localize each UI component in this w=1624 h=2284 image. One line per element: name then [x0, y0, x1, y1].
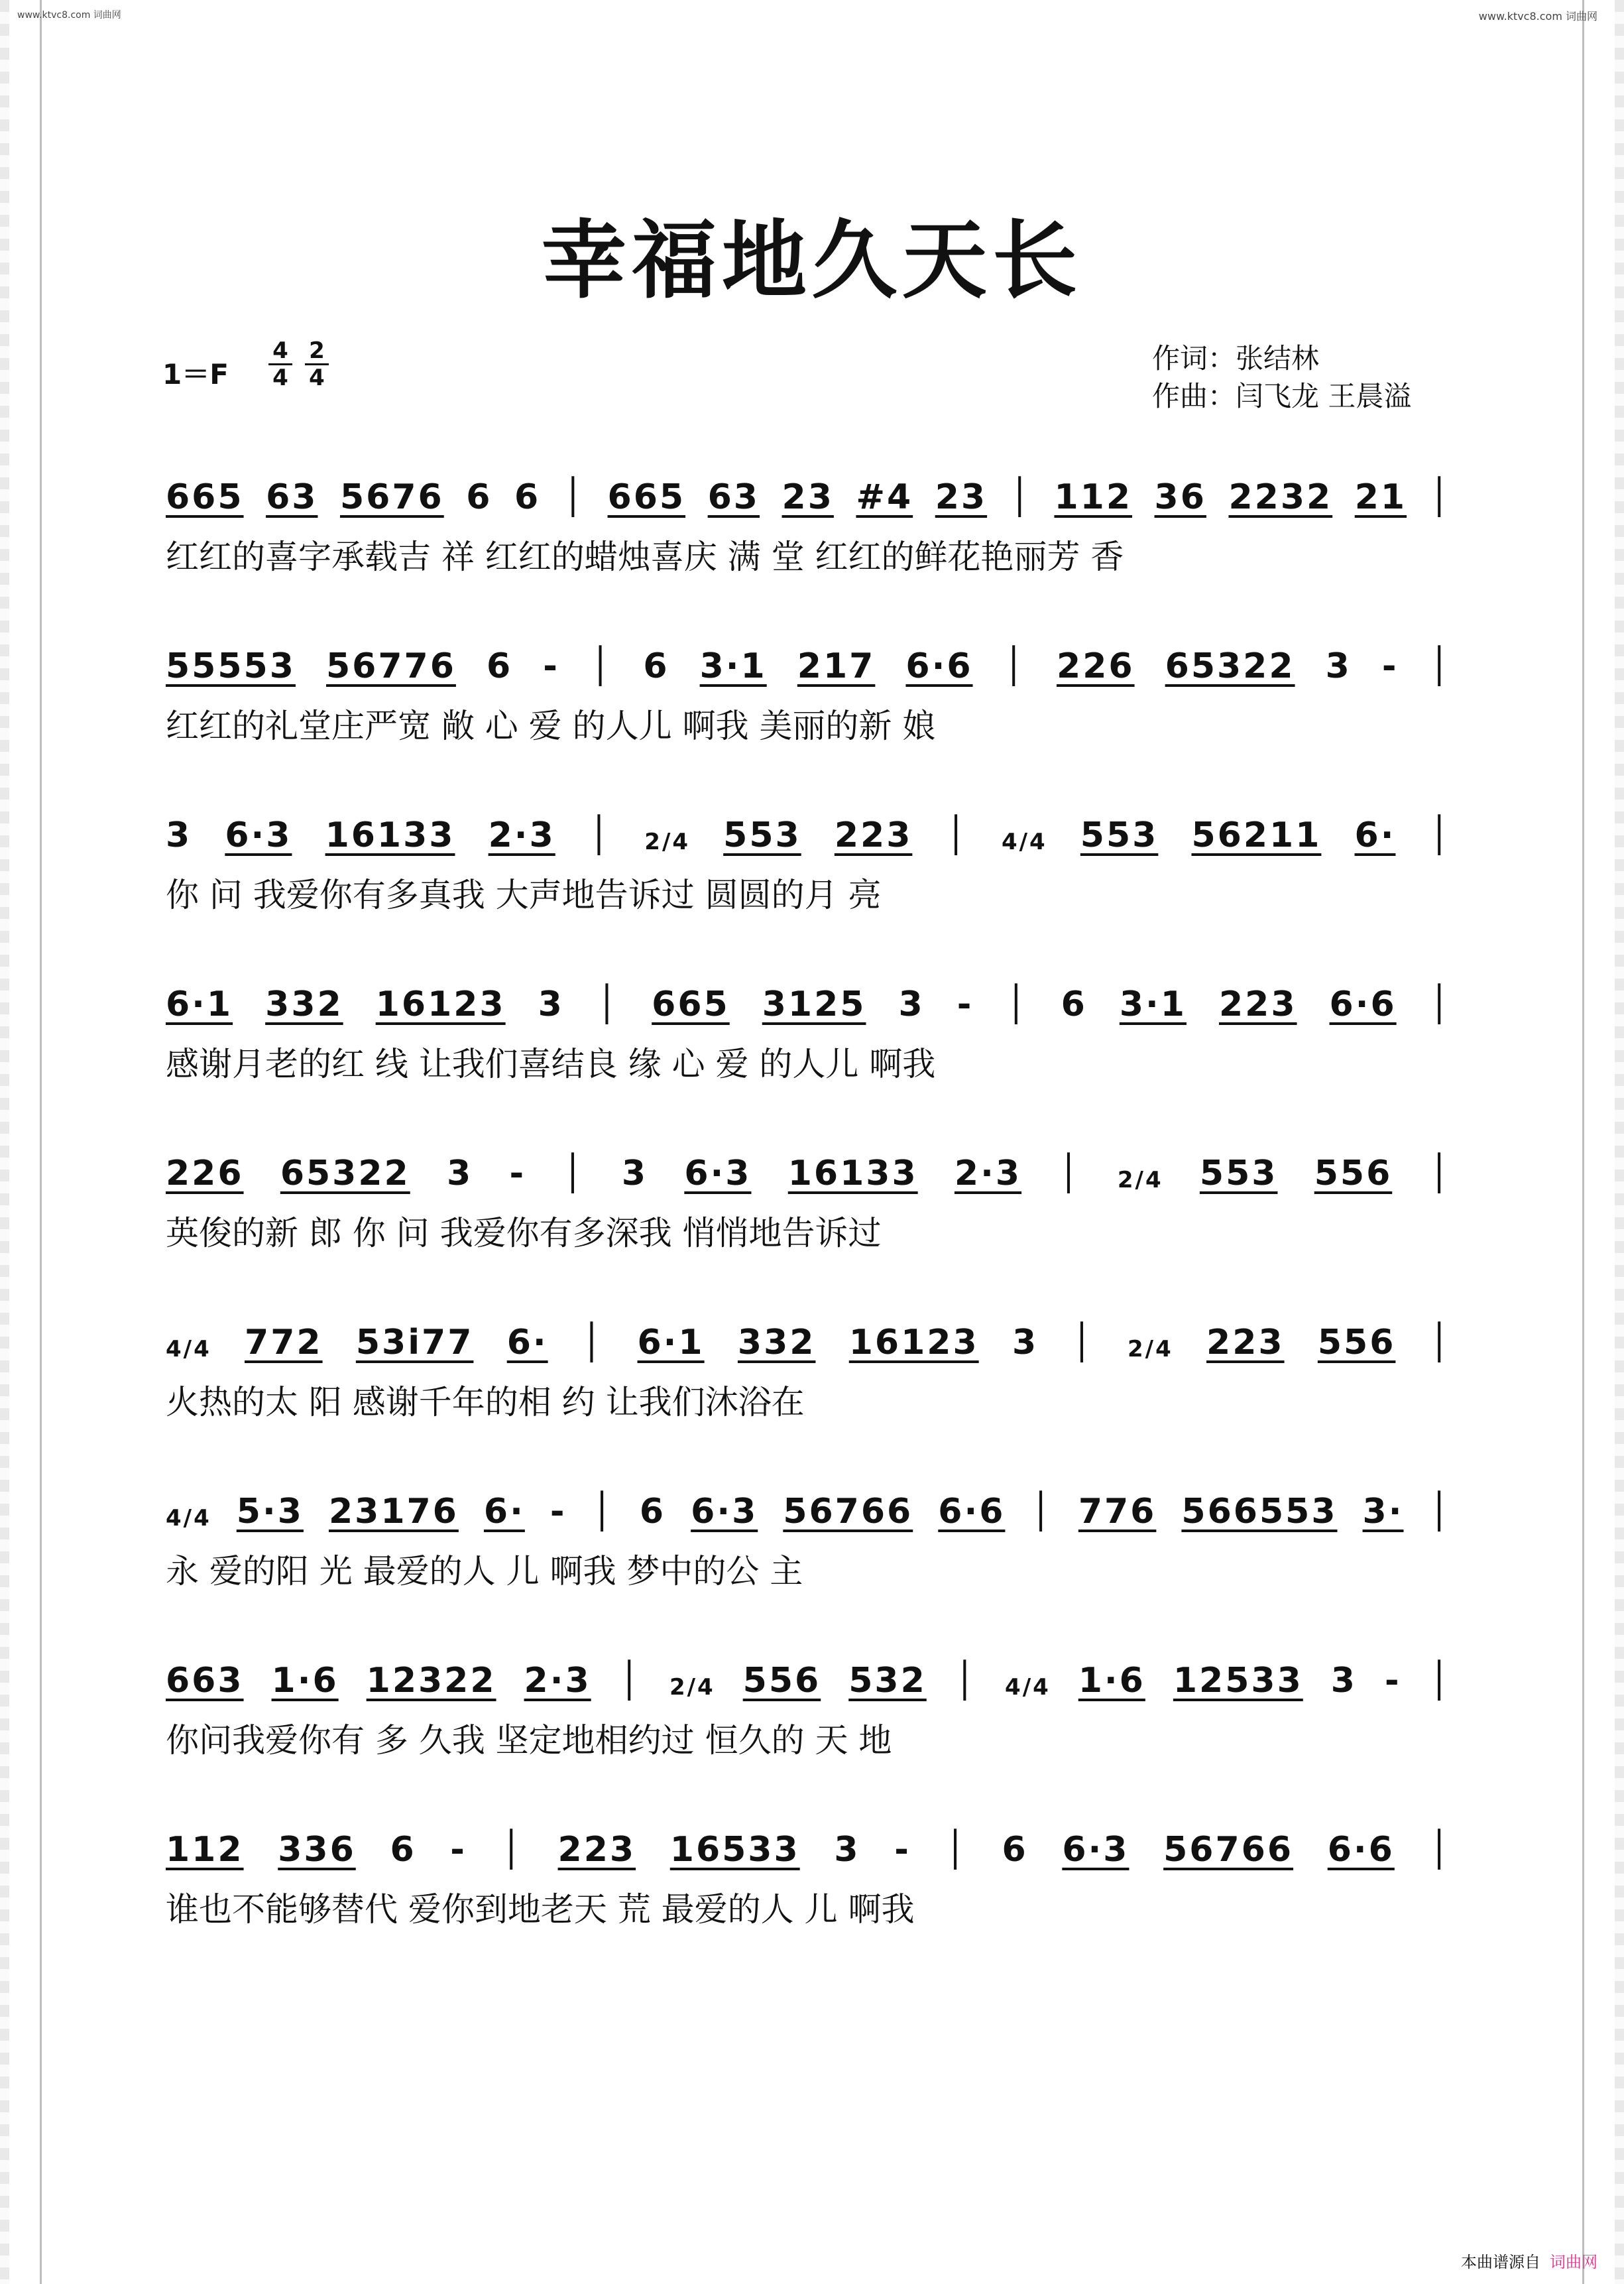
note-group: 6: [643, 646, 669, 686]
frame-line-right: [1582, 0, 1584, 2284]
note-group: -: [450, 1830, 467, 1870]
time-signature-4-4: 4 4: [268, 338, 292, 391]
note-group: 556: [1314, 1154, 1393, 1193]
note-group: -: [1384, 1661, 1401, 1701]
key-signature: 1＝F: [162, 358, 229, 391]
notation-system: [166, 802, 1452, 941]
note-group: 1·6: [271, 1661, 339, 1701]
note-group: 223: [1218, 985, 1297, 1024]
note-group: 6·6: [1329, 985, 1397, 1024]
note-group: 223: [557, 1830, 636, 1870]
note-group: 223: [1206, 1323, 1285, 1362]
note-line: [166, 1309, 1452, 1362]
notation-system: [166, 1478, 1452, 1618]
barline: │: [1428, 985, 1452, 1024]
note-line: [166, 1817, 1452, 1870]
footer: [1461, 2249, 1597, 2272]
lyric-line: 火热的太 阳 感谢千年的相 约 让我们沐浴在: [166, 1383, 805, 1421]
composer-credit: 作曲：闫飞龙 王晨溢: [1152, 380, 1412, 412]
barline: │: [591, 1492, 614, 1532]
note-group: 556: [1317, 1323, 1396, 1362]
page-edge-right: [1615, 0, 1624, 2284]
note-group: -: [509, 1154, 526, 1193]
note-group: 6: [1002, 1830, 1028, 1870]
time-signature-change: 4/4: [1001, 829, 1047, 855]
note-group: 663: [166, 1661, 244, 1701]
note-group: 6·3: [225, 815, 292, 855]
barline: │: [500, 1830, 524, 1870]
lyric-line: 谁也不能够替代 爱你到地老天 荒 最爱的人 儿 啊我: [166, 1890, 915, 1929]
note-group: 65322: [280, 1154, 410, 1193]
note-line: [166, 971, 1452, 1024]
barline: │: [562, 477, 585, 517]
barline: │: [1428, 646, 1452, 686]
barline: │: [1428, 1154, 1452, 1193]
note-group: 776: [1078, 1492, 1157, 1532]
note-group: 5676: [339, 477, 444, 517]
note-group: 226: [1057, 646, 1135, 686]
note-group: 12533: [1173, 1661, 1303, 1701]
note-group: 332: [265, 985, 343, 1024]
note-group: 6: [487, 646, 513, 686]
barline: │: [1428, 1323, 1452, 1362]
note-group: 23: [782, 477, 834, 517]
note-group: 112: [1054, 477, 1133, 517]
notation-system: [166, 1817, 1452, 1956]
note-group: 226: [166, 1154, 244, 1193]
note-group: 3: [538, 985, 564, 1024]
note-group: 55553: [166, 646, 296, 686]
note-group: 63: [266, 477, 318, 517]
barline: │: [1030, 1492, 1053, 1532]
lyric-line: 红红的礼堂庄严宽 敞 心 爱 的人儿 啊我 美丽的新 娘: [166, 707, 936, 745]
note-group: 16133: [787, 1154, 918, 1193]
barline: │: [954, 1661, 978, 1701]
note-line: [166, 633, 1452, 686]
note-group: 665: [652, 985, 730, 1024]
lyric-line: 你 问 我爱你有多真我 大声地告诉过 圆圆的月 亮: [166, 876, 882, 914]
notation-system: [166, 971, 1452, 1111]
note-group: 63: [707, 477, 760, 517]
note-group: 3125: [762, 985, 866, 1024]
barline: │: [581, 1323, 605, 1362]
time-signature-change: 2/4: [644, 829, 691, 855]
note-group: 6·: [483, 1492, 525, 1532]
time-signature-change: 2/4: [669, 1674, 715, 1701]
note-group: 6·3: [684, 1154, 752, 1193]
note-group: 3: [1330, 1661, 1357, 1701]
site-watermark-top-right: www.ktvc8.com 词曲网: [1478, 10, 1597, 23]
notation-system: [166, 464, 1452, 603]
note-group: 6: [390, 1830, 416, 1870]
notation-system: [166, 633, 1452, 772]
note-group: 223: [834, 815, 913, 855]
barline: │: [589, 646, 613, 686]
note-group: 16533: [669, 1830, 800, 1870]
note-group: 6·6: [1327, 1830, 1395, 1870]
note-group: 6·3: [691, 1492, 758, 1532]
time-signature-change: 4/4: [166, 1505, 211, 1532]
note-group: 6·6: [938, 1492, 1006, 1532]
note-group: 3: [1012, 1323, 1039, 1362]
note-group: 16133: [325, 815, 455, 855]
notation-system: [166, 1309, 1452, 1449]
note-group: -: [894, 1830, 911, 1870]
note-group: 3: [166, 815, 192, 855]
barline: │: [618, 1661, 642, 1701]
note-group: 217: [797, 646, 876, 686]
frame-line-left: [40, 0, 42, 2284]
barline: │: [1006, 985, 1029, 1024]
notation-system: [166, 1140, 1452, 1280]
note-group: -: [1381, 646, 1399, 686]
note-line: [166, 802, 1452, 855]
site-watermark-top-left: www.ktvc8.com 词曲网: [17, 10, 121, 21]
note-group: 65322: [1165, 646, 1295, 686]
lyric-line: 你问我爱你有 多 久我 坚定地相约过 恒久的 天 地: [166, 1721, 892, 1760]
note-group: 772: [245, 1323, 323, 1362]
note-group: 332: [737, 1323, 816, 1362]
note-group: 2·3: [488, 815, 555, 855]
note-group: 3: [834, 1830, 860, 1870]
note-group: 566553: [1181, 1492, 1338, 1532]
barline: │: [1428, 1492, 1452, 1532]
note-group: 665: [166, 477, 244, 517]
note-group: 6·1: [637, 1323, 705, 1362]
barline: │: [1428, 1830, 1452, 1870]
note-group: 1·6: [1078, 1661, 1145, 1701]
note-group: 56776: [326, 646, 456, 686]
note-group: 2232: [1228, 477, 1333, 517]
barline: │: [596, 985, 620, 1024]
note-group: 23176: [328, 1492, 459, 1532]
note-group: 6: [1061, 985, 1087, 1024]
note-group: 56766: [783, 1492, 913, 1532]
barline: │: [1058, 1154, 1081, 1193]
lyric-line: 英俊的新 郎 你 问 我爱你有多深我 悄悄地告诉过: [166, 1214, 882, 1252]
time-signature-2-4: 2 4: [305, 338, 329, 391]
barline: │: [1428, 477, 1452, 517]
note-group: -: [543, 646, 559, 686]
note-group: 5·3: [236, 1492, 304, 1532]
note-group: 3: [447, 1154, 473, 1193]
barline: │: [588, 815, 612, 855]
barline: │: [1071, 1323, 1094, 1362]
lyricist-credit: 作词：张结林: [1152, 342, 1320, 375]
note-group: 2·3: [954, 1154, 1022, 1193]
note-group: 36: [1154, 477, 1206, 517]
note-group: 16123: [848, 1323, 979, 1362]
note-line: [166, 1140, 1452, 1193]
song-title: 幸福地久天长: [541, 211, 1082, 310]
note-group: 23: [935, 477, 988, 517]
note-group: 2·3: [524, 1661, 591, 1701]
note-group: 56211: [1191, 815, 1322, 855]
lyric-line: 红红的喜字承载吉 祥 红红的蜡烛喜庆 满 堂 红红的鲜花艳丽芳 香: [166, 538, 1124, 576]
note-group: 3: [621, 1154, 648, 1193]
note-group: 3·1: [1119, 985, 1187, 1024]
note-group: 6·6: [905, 646, 973, 686]
note-group: 3: [898, 985, 925, 1024]
note-group: 12322: [366, 1661, 496, 1701]
note-group: 6·: [1354, 815, 1396, 855]
note-group: 6·3: [1062, 1830, 1130, 1870]
footer-brand: 词曲网: [1550, 2253, 1597, 2271]
note-line: [166, 464, 1452, 517]
page-edge-left: [0, 0, 9, 2284]
note-group: 6: [639, 1492, 666, 1532]
note-group: 6·: [506, 1323, 548, 1362]
barline: │: [945, 1830, 968, 1870]
note-group: 56766: [1163, 1830, 1294, 1870]
note-group: 532: [848, 1661, 927, 1701]
note-line: [166, 1648, 1452, 1701]
note-group: 21: [1354, 477, 1407, 517]
note-group: 3: [1325, 646, 1352, 686]
note-group: 6: [466, 477, 493, 517]
note-group: 553: [1199, 1154, 1278, 1193]
note-group: 3·: [1362, 1492, 1404, 1532]
note-group: #4: [856, 477, 913, 517]
note-group: 336: [278, 1830, 356, 1870]
barline: │: [1003, 646, 1026, 686]
lyric-line: 感谢月老的红 线 让我们喜结良 缘 心 爱 的人儿 啊我: [166, 1045, 936, 1083]
barline: │: [945, 815, 968, 855]
note-group: 112: [166, 1830, 244, 1870]
note-group: 16123: [375, 985, 506, 1024]
lyric-line: 永 爱的阳 光 最爱的人 儿 啊我 梦中的公 主: [166, 1552, 803, 1591]
barline: │: [562, 1154, 585, 1193]
time-signature-change: 2/4: [1117, 1167, 1163, 1193]
note-group: 553: [723, 815, 801, 855]
barline: │: [1009, 477, 1032, 517]
note-group: 6: [514, 477, 541, 517]
note-group: 3·1: [699, 646, 767, 686]
footer-source-text: 本曲谱源自: [1461, 2253, 1540, 2271]
note-group: -: [550, 1492, 567, 1532]
note-group: 553: [1080, 815, 1159, 855]
barline: │: [1428, 815, 1452, 855]
notation-system: [166, 1648, 1452, 1787]
note-group: -: [957, 985, 974, 1024]
note-group: 53i77: [355, 1323, 474, 1362]
time-signature-change: 2/4: [1128, 1336, 1173, 1362]
note-group: 556: [742, 1661, 821, 1701]
time-signature-change: 4/4: [1005, 1674, 1051, 1701]
note-line: [166, 1478, 1452, 1532]
time-signature-change: 4/4: [166, 1336, 211, 1362]
barline: │: [1428, 1661, 1452, 1701]
note-group: 6·1: [166, 985, 233, 1024]
note-group: 665: [607, 477, 686, 517]
